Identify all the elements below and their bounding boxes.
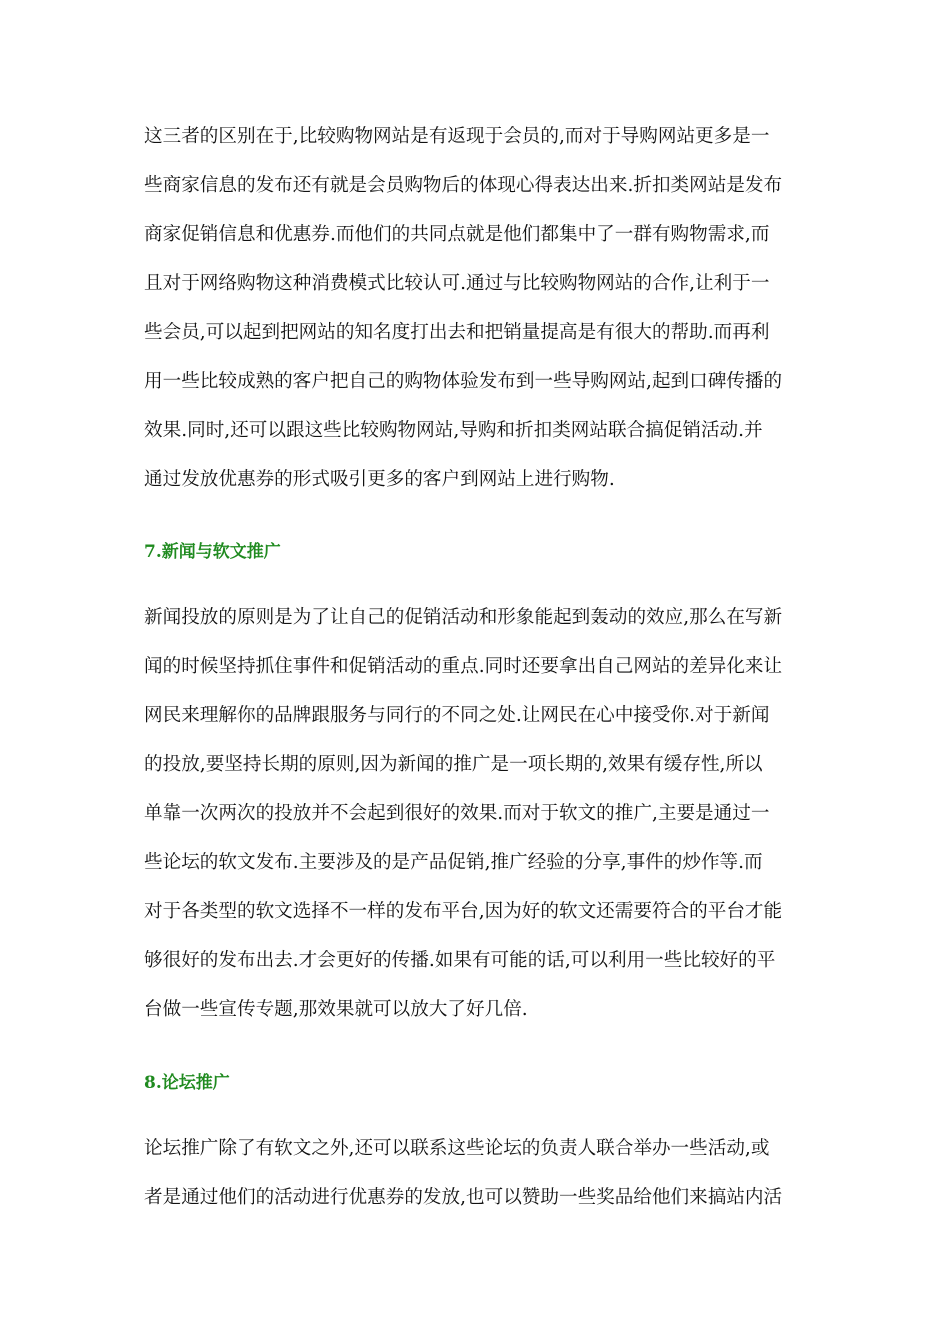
section-heading-news-softtext: 7.新闻与软文推广 [144,542,281,562]
paragraph-line: 且对于网络购物这种消费模式比较认可.通过与比较购物网站的合作,让利于一 [144,273,770,294]
paragraph-line: 用一些比较成熟的客户把自己的购物体验发布到一些导购网站,起到口碑传播的 [144,371,783,392]
paragraph-line: 对于各类型的软文选择不一样的发布平台,因为好的软文还需要符合的平台才能 [144,901,783,922]
paragraph-line: 的投放,要坚持长期的原则,因为新闻的推广是一项长期的,效果有缓存性,所以 [144,754,763,775]
paragraph-line: 者是通过他们的活动进行优惠券的发放,也可以赞助一些奖品给他们来搞站内活 [144,1187,783,1208]
paragraph-line: 网民来理解你的品牌跟服务与同行的不同之处.让网民在心中接受你.对于新闻 [144,705,770,726]
paragraph-line: 台做一些宣传专题,那效果就可以放大了好几倍. [144,999,528,1020]
paragraph-line: 通过发放优惠券的形式吸引更多的客户到网站上进行购物. [144,469,615,490]
paragraph-line: 新闻投放的原则是为了让自己的促销活动和形象能起到轰动的效应,那么在写新 [144,607,783,628]
paragraph-line: 单靠一次两次的投放并不会起到很好的效果.而对于软文的推广,主要是通过一 [144,803,770,824]
paragraph-line: 些商家信息的发布还有就是会员购物后的体现心得表达出来.折扣类网站是发布 [144,175,783,196]
paragraph-line: 些会员,可以起到把网站的知名度打出去和把销量提高是有很大的帮助.而再利 [144,322,770,343]
paragraph-line: 效果.同时,还可以跟这些比较购物网站,导购和折扣类网站联合搞促销活动.并 [144,420,763,441]
section-heading-forum: 8.论坛推广 [144,1073,230,1093]
paragraph-line: 商家促销信息和优惠券.而他们的共同点就是他们都集中了一群有购物需求,而 [144,224,770,245]
paragraph-line: 够很好的发布出去.才会更好的传播.如果有可能的话,可以利用一些比较好的平 [144,950,776,971]
paragraph-line: 些论坛的软文发布.主要涉及的是产品促销,推广经验的分享,事件的炒作等.而 [144,852,763,873]
paragraph-comparison-sites [144,121,816,513]
paragraph-line: 闻的时候坚持抓住事件和促销活动的重点.同时还要拿出自己网站的差异化来让 [144,656,783,677]
paragraph-line: 这三者的区别在于,比较购物网站是有返现于会员的,而对于导购网站更多是一 [144,126,770,147]
paragraph-news-softtext [144,602,816,1043]
paragraph-forum [144,1133,816,1231]
paragraph-line: 论坛推广除了有软文之外,还可以联系这些论坛的负责人联合举办一些活动,或 [144,1138,770,1159]
